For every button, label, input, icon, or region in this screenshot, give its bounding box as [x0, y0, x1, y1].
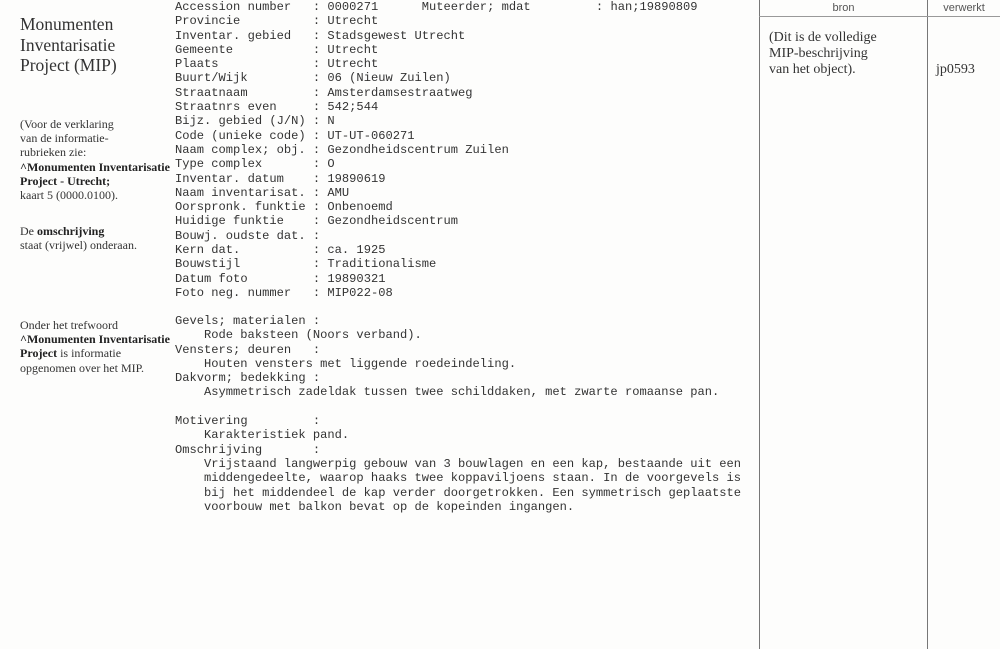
note-line: Onder het trefwoord — [20, 318, 118, 332]
field-row — [175, 29, 698, 43]
title-line: Inventarisatie — [20, 34, 116, 55]
note-line: rubrieken zie: — [20, 145, 87, 160]
field-value: 19890321 — [327, 271, 386, 286]
field-row — [175, 43, 698, 57]
field-row — [175, 143, 698, 157]
field-label: Straatnrs even — [175, 100, 277, 115]
field-colon: : — [312, 57, 328, 72]
field-label: Bijz. gebied (J/N) — [175, 114, 306, 129]
note-reference: Project — [20, 346, 58, 361]
field-colon: : — [312, 142, 328, 157]
note-text: De — [20, 224, 37, 238]
field-label: Accession number — [175, 0, 292, 14]
description-note — [20, 224, 137, 252]
field-colon: : — [312, 257, 328, 272]
field-value: Stadsgewest Utrecht — [327, 28, 466, 43]
field-label: Bouwj. oudste dat. — [175, 228, 306, 243]
field-label: Straatnaam — [175, 85, 248, 100]
section-text: Rode baksteen (Noors verband). — [204, 328, 422, 343]
field-label: Gemeente — [175, 42, 234, 57]
section-text: Asymmetrisch zadeldak tussen twee schilddaken, met zwarte romaanse pan. — [204, 385, 720, 400]
field-row — [175, 286, 698, 300]
note-reference: Project - Utrecht; — [20, 173, 111, 188]
field-value: N — [327, 114, 335, 129]
field-value: 0000271 — [327, 0, 379, 14]
verwerkt-header: verwerkt — [943, 2, 985, 14]
field-value: 542;544 — [327, 100, 379, 115]
field-row — [175, 129, 698, 143]
note-reference: ^Monumenten Inventarisatie — [20, 159, 170, 174]
field-row — [175, 114, 698, 128]
section-label: Motivering : — [175, 414, 321, 429]
field-colon: : — [312, 128, 328, 143]
field-value: Gezondheidscentrum — [327, 214, 459, 229]
bron-text — [769, 30, 877, 78]
field-row — [175, 0, 698, 14]
section-text: middengedeelte, waarop haaks twee koppaviljoens staan. In de voorgevels is — [204, 471, 742, 486]
field-colon: : — [312, 157, 328, 172]
field-row — [175, 229, 698, 243]
section-text: voorbouw met balkon bevat op de kopeinden ingangen. — [204, 499, 575, 514]
note-line: van de informatie- — [20, 131, 109, 146]
record-fields — [175, 0, 698, 300]
section-text: Houten vensters met liggende roedeindeling. — [204, 356, 517, 371]
field-value: Utrecht — [327, 14, 379, 29]
field-label: Datum foto — [175, 271, 248, 286]
field-value: 06 (Nieuw Zuilen) — [327, 71, 451, 86]
field-row — [175, 14, 698, 28]
field-label: Bouwstijl — [175, 257, 241, 272]
column-divider — [759, 0, 760, 649]
field-row — [175, 157, 698, 171]
field-value: UT-UT-060271 — [327, 128, 415, 143]
field-label: Provincie — [175, 14, 241, 29]
field-value: MIP022-08 — [327, 285, 393, 300]
field-value: O — [327, 157, 335, 172]
field-label: Type complex — [175, 157, 263, 172]
note-reference: ^Monumenten Inventarisatie — [20, 332, 170, 347]
document-title — [20, 14, 117, 76]
field-row — [175, 172, 698, 186]
field-colon: : — [312, 0, 328, 14]
field-value: Gezondheidscentrum Zuilen — [327, 142, 509, 157]
section-label: Dakvorm; bedekking : — [175, 371, 321, 386]
field-label: Naam complex; obj. — [175, 142, 306, 157]
field-label: Foto neg. nummer — [175, 285, 292, 300]
field-value: Amsterdamsestraatweg — [327, 85, 473, 100]
field-row — [175, 71, 698, 85]
section-text: bij het middendeel de kap verder doorgetrokken. Een symmetrisch geplaatste — [204, 485, 742, 500]
field-row — [175, 57, 698, 71]
field-row — [175, 186, 698, 200]
field-value: Utrecht — [327, 57, 379, 72]
field-colon: : — [312, 185, 328, 200]
field-label: Inventar. gebied — [175, 28, 292, 43]
field-label: Inventar. datum — [175, 171, 284, 186]
verwerkt-value: jp0593 — [936, 62, 975, 77]
field-row — [175, 257, 698, 271]
section-label: Gevels; materialen : — [175, 314, 321, 328]
field-label: Naam inventarisat. — [175, 185, 306, 200]
field-colon: : — [312, 285, 328, 300]
field-label: Kern dat. — [175, 243, 241, 258]
title-line: Project (MIP) — [20, 55, 117, 75]
note-line: staat (vrijwel) onderaan. — [20, 238, 137, 253]
bron-header: bron — [832, 2, 855, 14]
bron-line: MIP-beschrijving — [769, 46, 868, 61]
field-colon: : — [312, 28, 328, 43]
field-row — [175, 86, 698, 100]
section-text: Karakteristiek pand. — [204, 428, 350, 443]
muteerder-value: han;19890809 — [610, 0, 698, 14]
field-colon: : — [312, 228, 328, 243]
field-colon: : — [312, 214, 328, 229]
section-label: Vensters; deuren : — [175, 342, 321, 357]
column-divider — [927, 0, 928, 649]
field-colon: : — [312, 100, 328, 115]
field-value: Utrecht — [327, 42, 379, 57]
field-colon: : — [312, 14, 328, 29]
field-value: ca. 1925 — [327, 243, 386, 258]
note-line: opgenomen over het MIP. — [20, 360, 144, 375]
field-colon: : — [312, 114, 328, 129]
record-description — [175, 314, 741, 514]
note-text: is informatie — [57, 346, 122, 361]
field-row — [175, 100, 698, 114]
field-value: AMU — [327, 185, 350, 200]
title-line: Monumenten — [20, 14, 114, 34]
header-divider — [759, 16, 1000, 17]
field-colon: : — [312, 271, 328, 286]
field-colon: : — [312, 243, 328, 258]
note-line: kaart 5 (0000.0100). — [20, 188, 118, 203]
field-value: Traditionalisme — [327, 257, 437, 272]
note-bold: omschrijving — [37, 224, 105, 238]
field-colon: : — [595, 0, 611, 14]
field-colon: : — [312, 200, 328, 215]
section-label: Omschrijving : — [175, 442, 321, 457]
field-row — [175, 214, 698, 228]
bron-line: van het object). — [769, 62, 856, 77]
bron-line: (Dit is de volledige — [769, 30, 877, 45]
note-line: (Voor de verklaring — [20, 117, 114, 131]
field-value: 19890619 — [327, 171, 386, 186]
field-row — [175, 200, 698, 214]
field-row — [175, 272, 698, 286]
mip-note — [20, 318, 170, 375]
field-label: Code (unieke code) — [175, 128, 306, 143]
field-colon: : — [312, 85, 328, 100]
field-colon: : — [312, 71, 328, 86]
field-value: Onbenoemd — [327, 200, 393, 215]
muteerder-label: Muteerder; mdat — [421, 0, 531, 14]
field-label: Buurt/Wijk — [175, 71, 248, 86]
explanation-note — [20, 117, 170, 202]
field-colon: : — [312, 171, 328, 186]
field-row — [175, 243, 698, 257]
field-label: Huidige funktie — [175, 214, 284, 229]
field-label: Oorspronk. funktie — [175, 200, 306, 215]
field-label: Plaats — [175, 57, 219, 72]
section-gap — [175, 400, 741, 414]
section-text: Vrijstaand langwerpig gebouw van 3 bouwlagen en een kap, bestaande uit een — [204, 456, 742, 471]
field-colon: : — [312, 42, 328, 57]
